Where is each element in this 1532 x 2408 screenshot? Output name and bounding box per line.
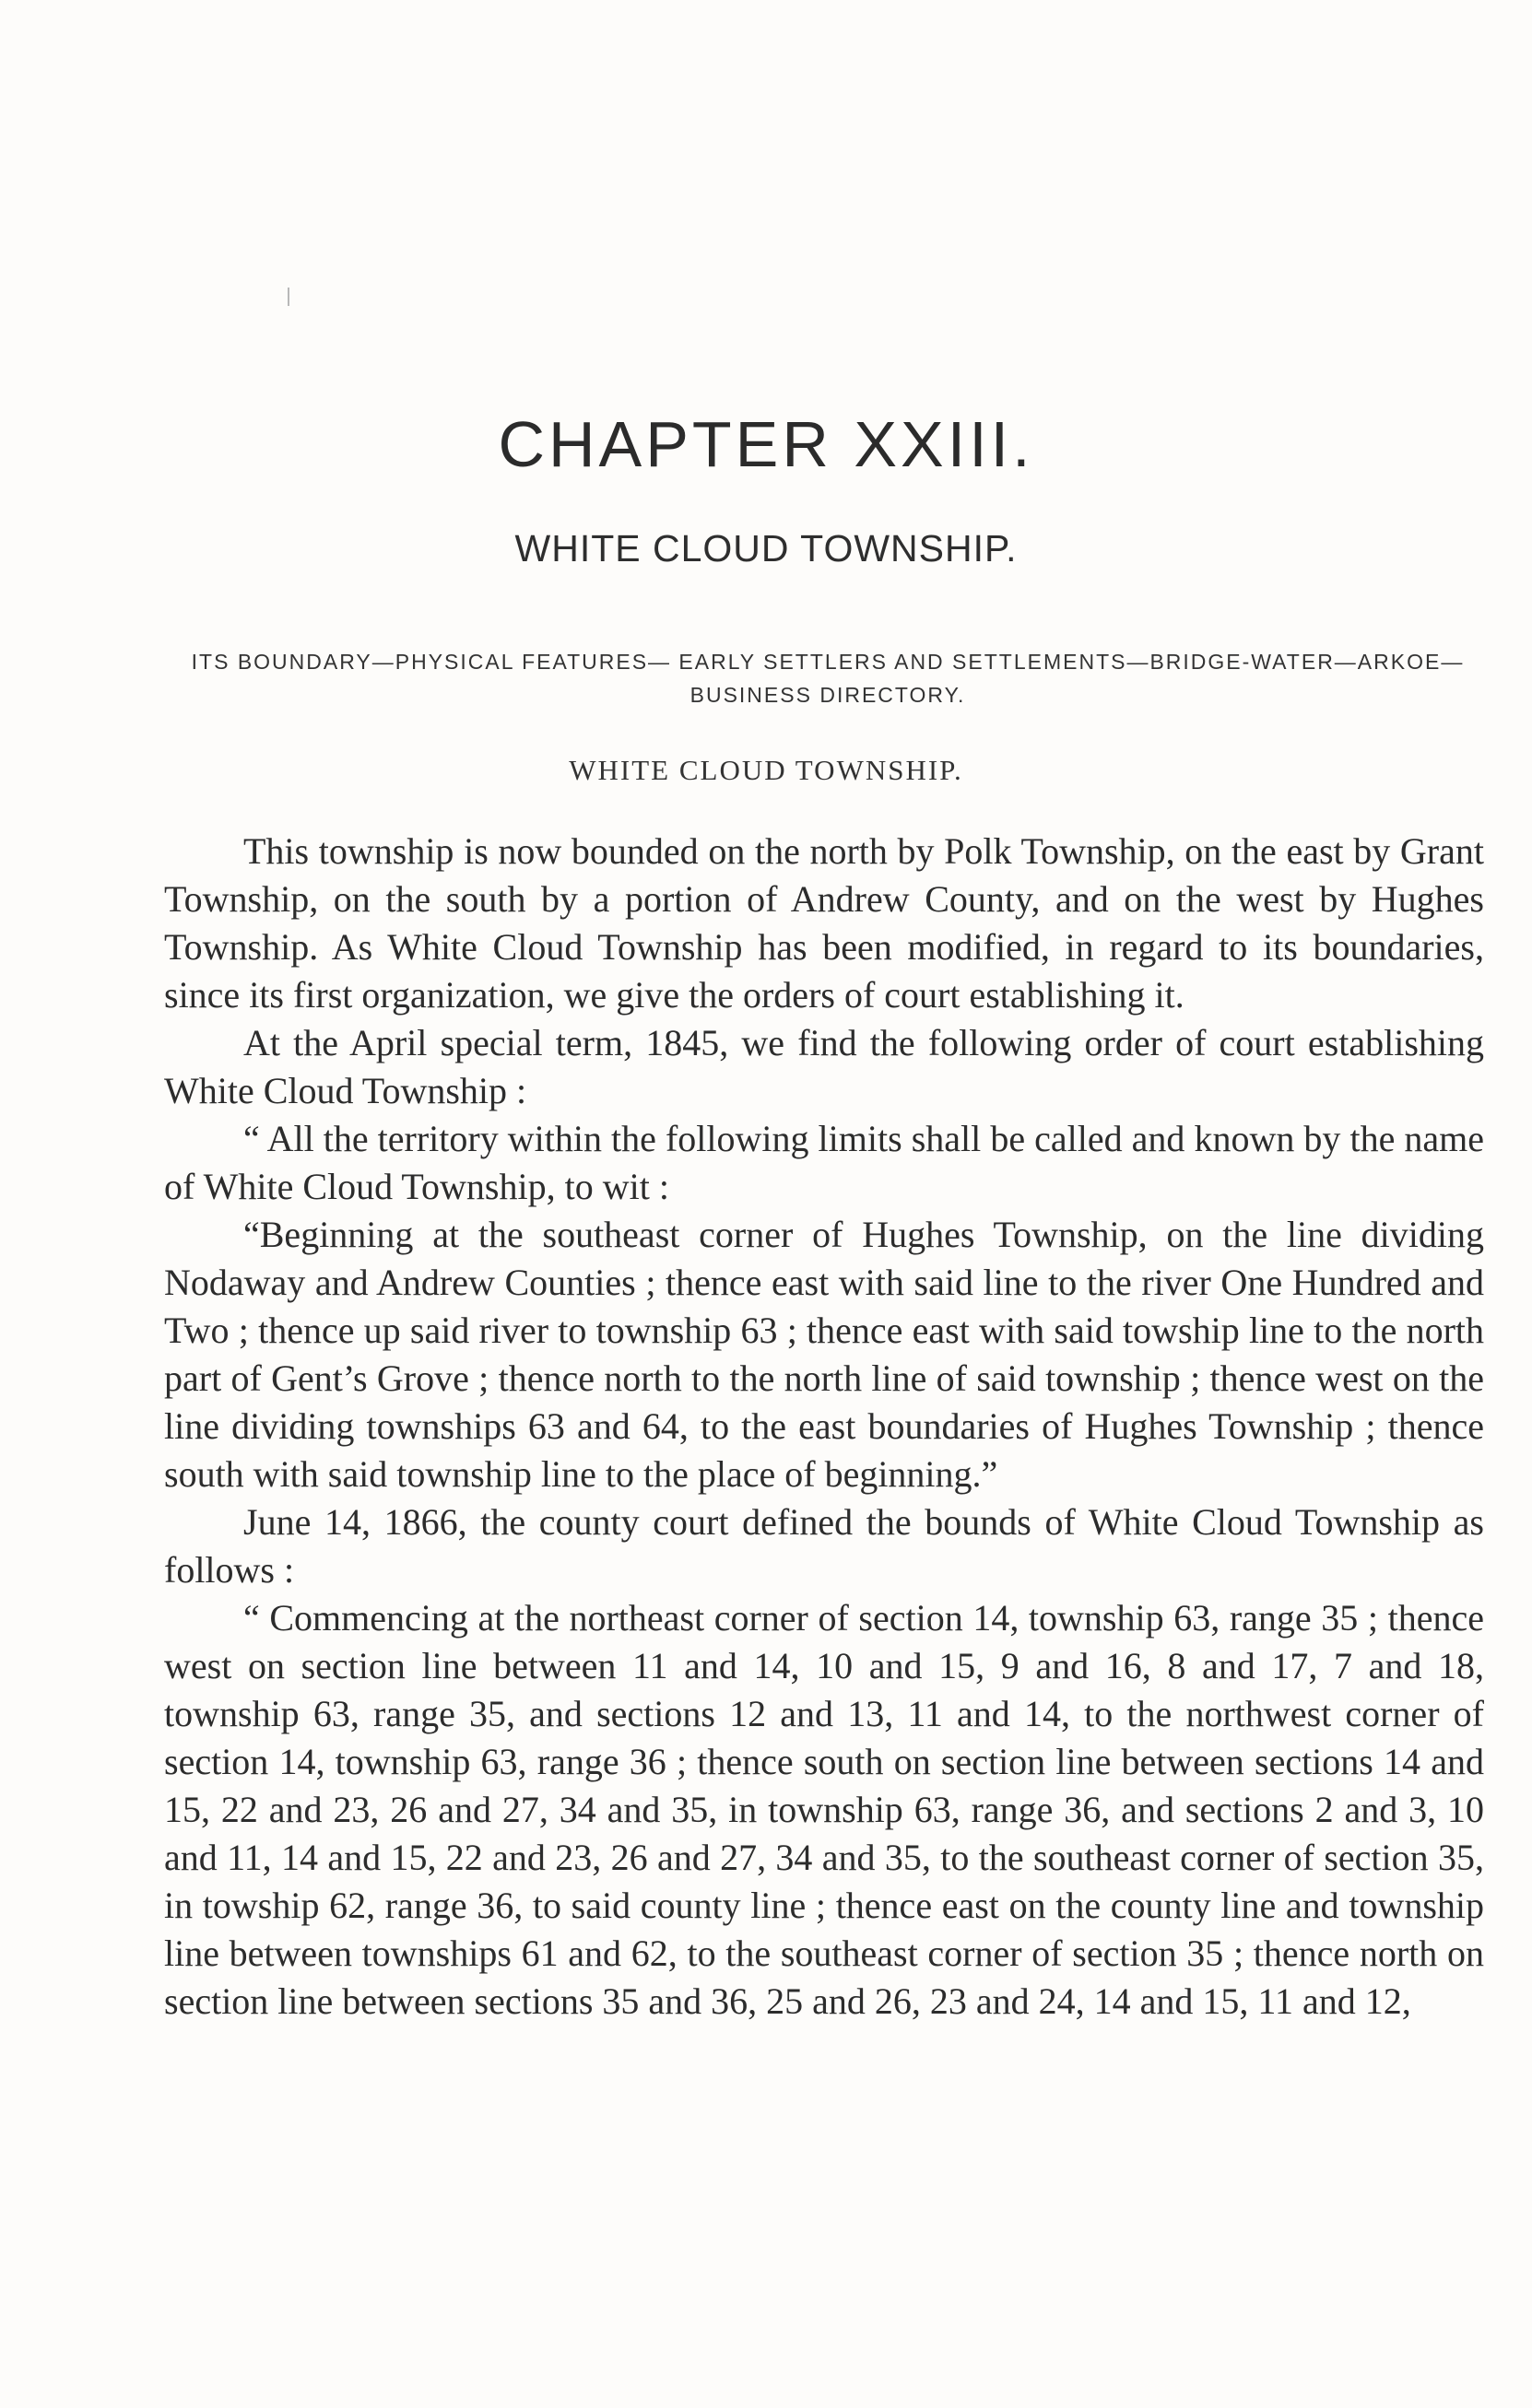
paragraph-commencing: “ Commencing at the northeast corner of section 14, township 63, range 35 ; thence west on section line between 11 and 14, 10 and 15, 9 and 16, 8 and 17, 7 and 18, township 63, range 35, and sections 12 and 13, 11 and 14, to the northwest corner of section 14, township 63, range 36 ; thence south on section line between sections 14 and 15, 22 and 23, 26 and 27, 34 and 35, in township 63, range 36, and sections 2 and 3, 10 and 11, 14 and 15, 22 and 23, 26 and 27, 34 and 35, to the southeast corner of section 35, in towship 62, range 36, to said county line ; thence east on the county line and township line between townships 61 and 62, to the southeast corner of section 35 ; thence north on section line between sections 35 and 36, 25 and 26, 23 and 24, 14 and 15, 11 and 12, [164, 1597, 1484, 2022]
section-heading: WHITE CLOUD TOWNSHIP. [569, 754, 963, 786]
body-text [164, 828, 1484, 2026]
paragraph-june-1866: June 14, 1866, the county court defined the bounds of White Cloud Township as follows : [164, 1501, 1484, 1591]
paragraph-april-term: At the April special term, 1845, we find the following order of court establishing White Cloud Township : [164, 1022, 1484, 1111]
paragraph-territory: “ All the territory within the following limits shall be called and known by the name of White Cloud Township, to wit : [164, 1118, 1484, 1207]
chapter-synopsis: ITS BOUNDARY—PHYSICAL FEATURES— EARLY SETTLERS AND SETTLEMENTS—BRIDGE-WATER—ARKOE—BUSINESS DIRECTORY. [191, 650, 1465, 707]
stray-ink-mark [288, 288, 289, 306]
chapter-subtitle: WHITE CLOUD TOWNSHIP. [514, 527, 1018, 570]
chapter-title: CHAPTER XXIII. [498, 408, 1034, 480]
paragraph-beginning: “Beginning at the southeast corner of Hughes Township, on the line dividing Nodaway and Andrew Counties ; thence east with said line to the river One Hundred and Two ; thence up said river to township 63 ; thence east with said towship line to the north part of Gent’s Grove ; thence north to the north line of said township ; thence west on the line dividing townships 63 and 64, to the east boundaries of Hughes Township ; thence south with said township line to the place of beginning.” [164, 1214, 1484, 1495]
paragraph-boundaries: This township is now bounded on the north by Polk Township, on the east by Grant Township, on the south by a portion of Andrew County, and on the west by Hughes Township. As White Cloud Township has been modified, in regard to its boundaries, since its first organization, we give the orders of court establishing it. [164, 830, 1484, 1016]
